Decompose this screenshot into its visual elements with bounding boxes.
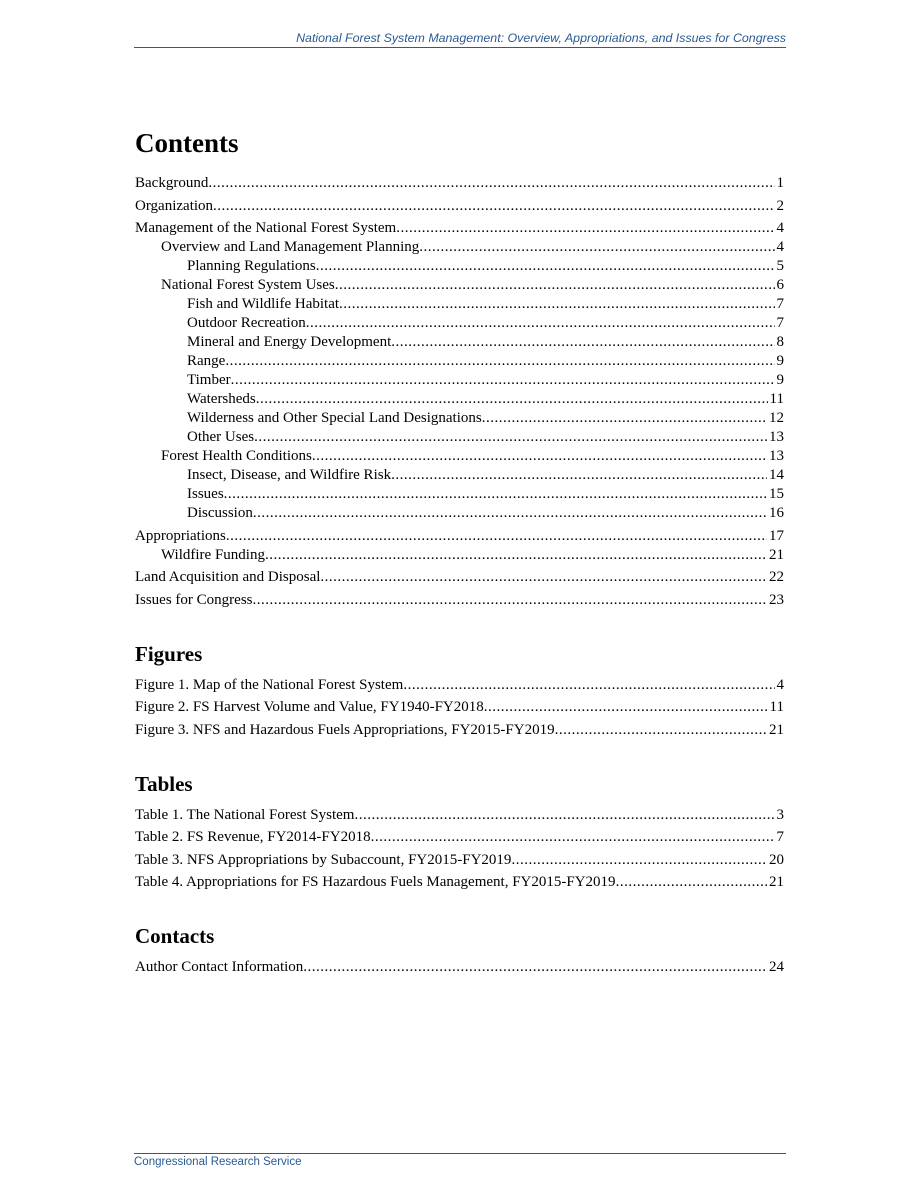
toc-entry-organization[interactable]: Organization ..... 2 — [135, 197, 784, 216]
toc-entry-appropriations[interactable]: Appropriations ..... 17 — [135, 527, 784, 546]
table-entry-3[interactable]: Table 3. NFS Appropriations by Subaccount, FY2015-FY2019 ..... 20 — [135, 851, 784, 870]
toc-entry-watersheds[interactable]: Watersheds ..... 11 — [135, 390, 784, 409]
toc-entry-wilderness[interactable]: Wilderness and Other Special Land Designations ..... 12 — [135, 409, 784, 428]
dot-leader — [224, 485, 767, 504]
toc-entry-background[interactable]: Background ..... 1 — [135, 174, 784, 193]
dot-leader — [396, 219, 774, 238]
dot-leader — [555, 721, 767, 740]
toc-entry-timber[interactable]: Timber ..... 9 — [135, 371, 784, 390]
dot-leader — [225, 352, 774, 371]
dot-leader — [484, 698, 768, 717]
dot-leader — [391, 333, 774, 352]
table-entry-4[interactable]: Table 4. Appropriations for FS Hazardous Fuels Management, FY2015-FY2019 ..... 21 — [135, 873, 784, 892]
dot-leader — [339, 295, 774, 314]
table-of-contents — [135, 125, 784, 977]
dot-leader — [231, 371, 775, 390]
dot-leader — [511, 851, 767, 870]
dot-leader — [316, 257, 775, 276]
toc-entry-wildfire-funding[interactable]: Wildfire Funding ..... 21 — [135, 546, 784, 565]
toc-entry-range[interactable]: Range ..... 9 — [135, 352, 784, 371]
dot-leader — [616, 873, 767, 892]
dot-leader — [403, 676, 774, 695]
tables-section — [135, 770, 784, 893]
dot-leader — [482, 409, 767, 428]
dot-leader — [354, 806, 774, 825]
toc-entry-management[interactable]: Management of the National Forest System ..... 4 — [135, 219, 784, 238]
toc-entry-forest-health[interactable]: Forest Health Conditions ..... 13 — [135, 447, 784, 466]
toc-entry-nfs-uses[interactable]: National Forest System Uses ..... 6 — [135, 276, 784, 295]
page-footer: Congressional Research Service — [134, 1153, 786, 1168]
toc-entry-other-uses[interactable]: Other Uses ..... 13 — [135, 428, 784, 447]
contacts-heading: Contacts — [135, 924, 215, 948]
toc-entry-overview-planning[interactable]: Overview and Land Management Planning ..... 4 — [135, 238, 784, 257]
toc-entry-planning-regulations[interactable]: Planning Regulations ..... 5 — [135, 257, 784, 276]
toc-entry-issues-for-congress[interactable]: Issues for Congress ..... 23 — [135, 591, 784, 610]
running-header: National Forest System Management: Overview, Appropriations, and Issues for Congress — [134, 30, 786, 48]
toc-entry-land-acquisition[interactable]: Land Acquisition and Disposal ..... 22 — [135, 568, 784, 587]
figures-heading: Figures — [135, 641, 203, 666]
dot-leader — [419, 238, 774, 257]
toc-entry-outdoor-recreation[interactable]: Outdoor Recreation ..... 7 — [135, 314, 784, 333]
table-entry-1[interactable]: Table 1. The National Forest System ..... 3 — [135, 806, 784, 825]
dot-leader — [320, 568, 767, 587]
toc-entry-issues[interactable]: Issues ..... 15 — [135, 485, 784, 504]
toc-entry-insect-disease[interactable]: Insect, Disease, and Wildfire Risk ..... 14 — [135, 466, 784, 485]
dot-leader — [371, 828, 775, 847]
dot-leader — [256, 390, 768, 409]
dot-leader — [213, 197, 774, 216]
dot-leader — [226, 527, 767, 546]
figure-entry-3[interactable]: Figure 3. NFS and Hazardous Fuels Appropriations, FY2015-FY2019 ..... 21 — [135, 721, 784, 740]
table-entry-2[interactable]: Table 2. FS Revenue, FY2014-FY2018 ..... 7 — [135, 828, 784, 847]
dot-leader — [312, 447, 767, 466]
contents-heading: Contents — [135, 128, 239, 158]
dot-leader — [306, 314, 775, 333]
toc-entry-discussion[interactable]: Discussion ..... 16 — [135, 504, 784, 523]
toc-entry-mineral-energy[interactable]: Mineral and Energy Development ..... 8 — [135, 333, 784, 352]
dot-leader — [253, 591, 768, 610]
dot-leader — [254, 428, 767, 447]
dot-leader — [335, 276, 775, 295]
dot-leader — [253, 504, 767, 523]
figure-entry-2[interactable]: Figure 2. FS Harvest Volume and Value, FY1940-FY2018 ..... 11 — [135, 698, 784, 717]
dot-leader — [303, 958, 767, 977]
figure-entry-1[interactable]: Figure 1. Map of the National Forest System ..... 4 — [135, 676, 784, 695]
contact-entry-author[interactable]: Author Contact Information ..... 24 — [135, 958, 784, 977]
dot-leader — [265, 546, 767, 565]
dot-leader — [208, 174, 774, 193]
figures-section — [135, 640, 784, 740]
contacts-section — [135, 922, 784, 977]
toc-entry-fish-wildlife[interactable]: Fish and Wildlife Habitat ..... 7 — [135, 295, 784, 314]
tables-heading: Tables — [135, 771, 193, 796]
dot-leader — [391, 466, 767, 485]
contents-list — [135, 174, 784, 610]
